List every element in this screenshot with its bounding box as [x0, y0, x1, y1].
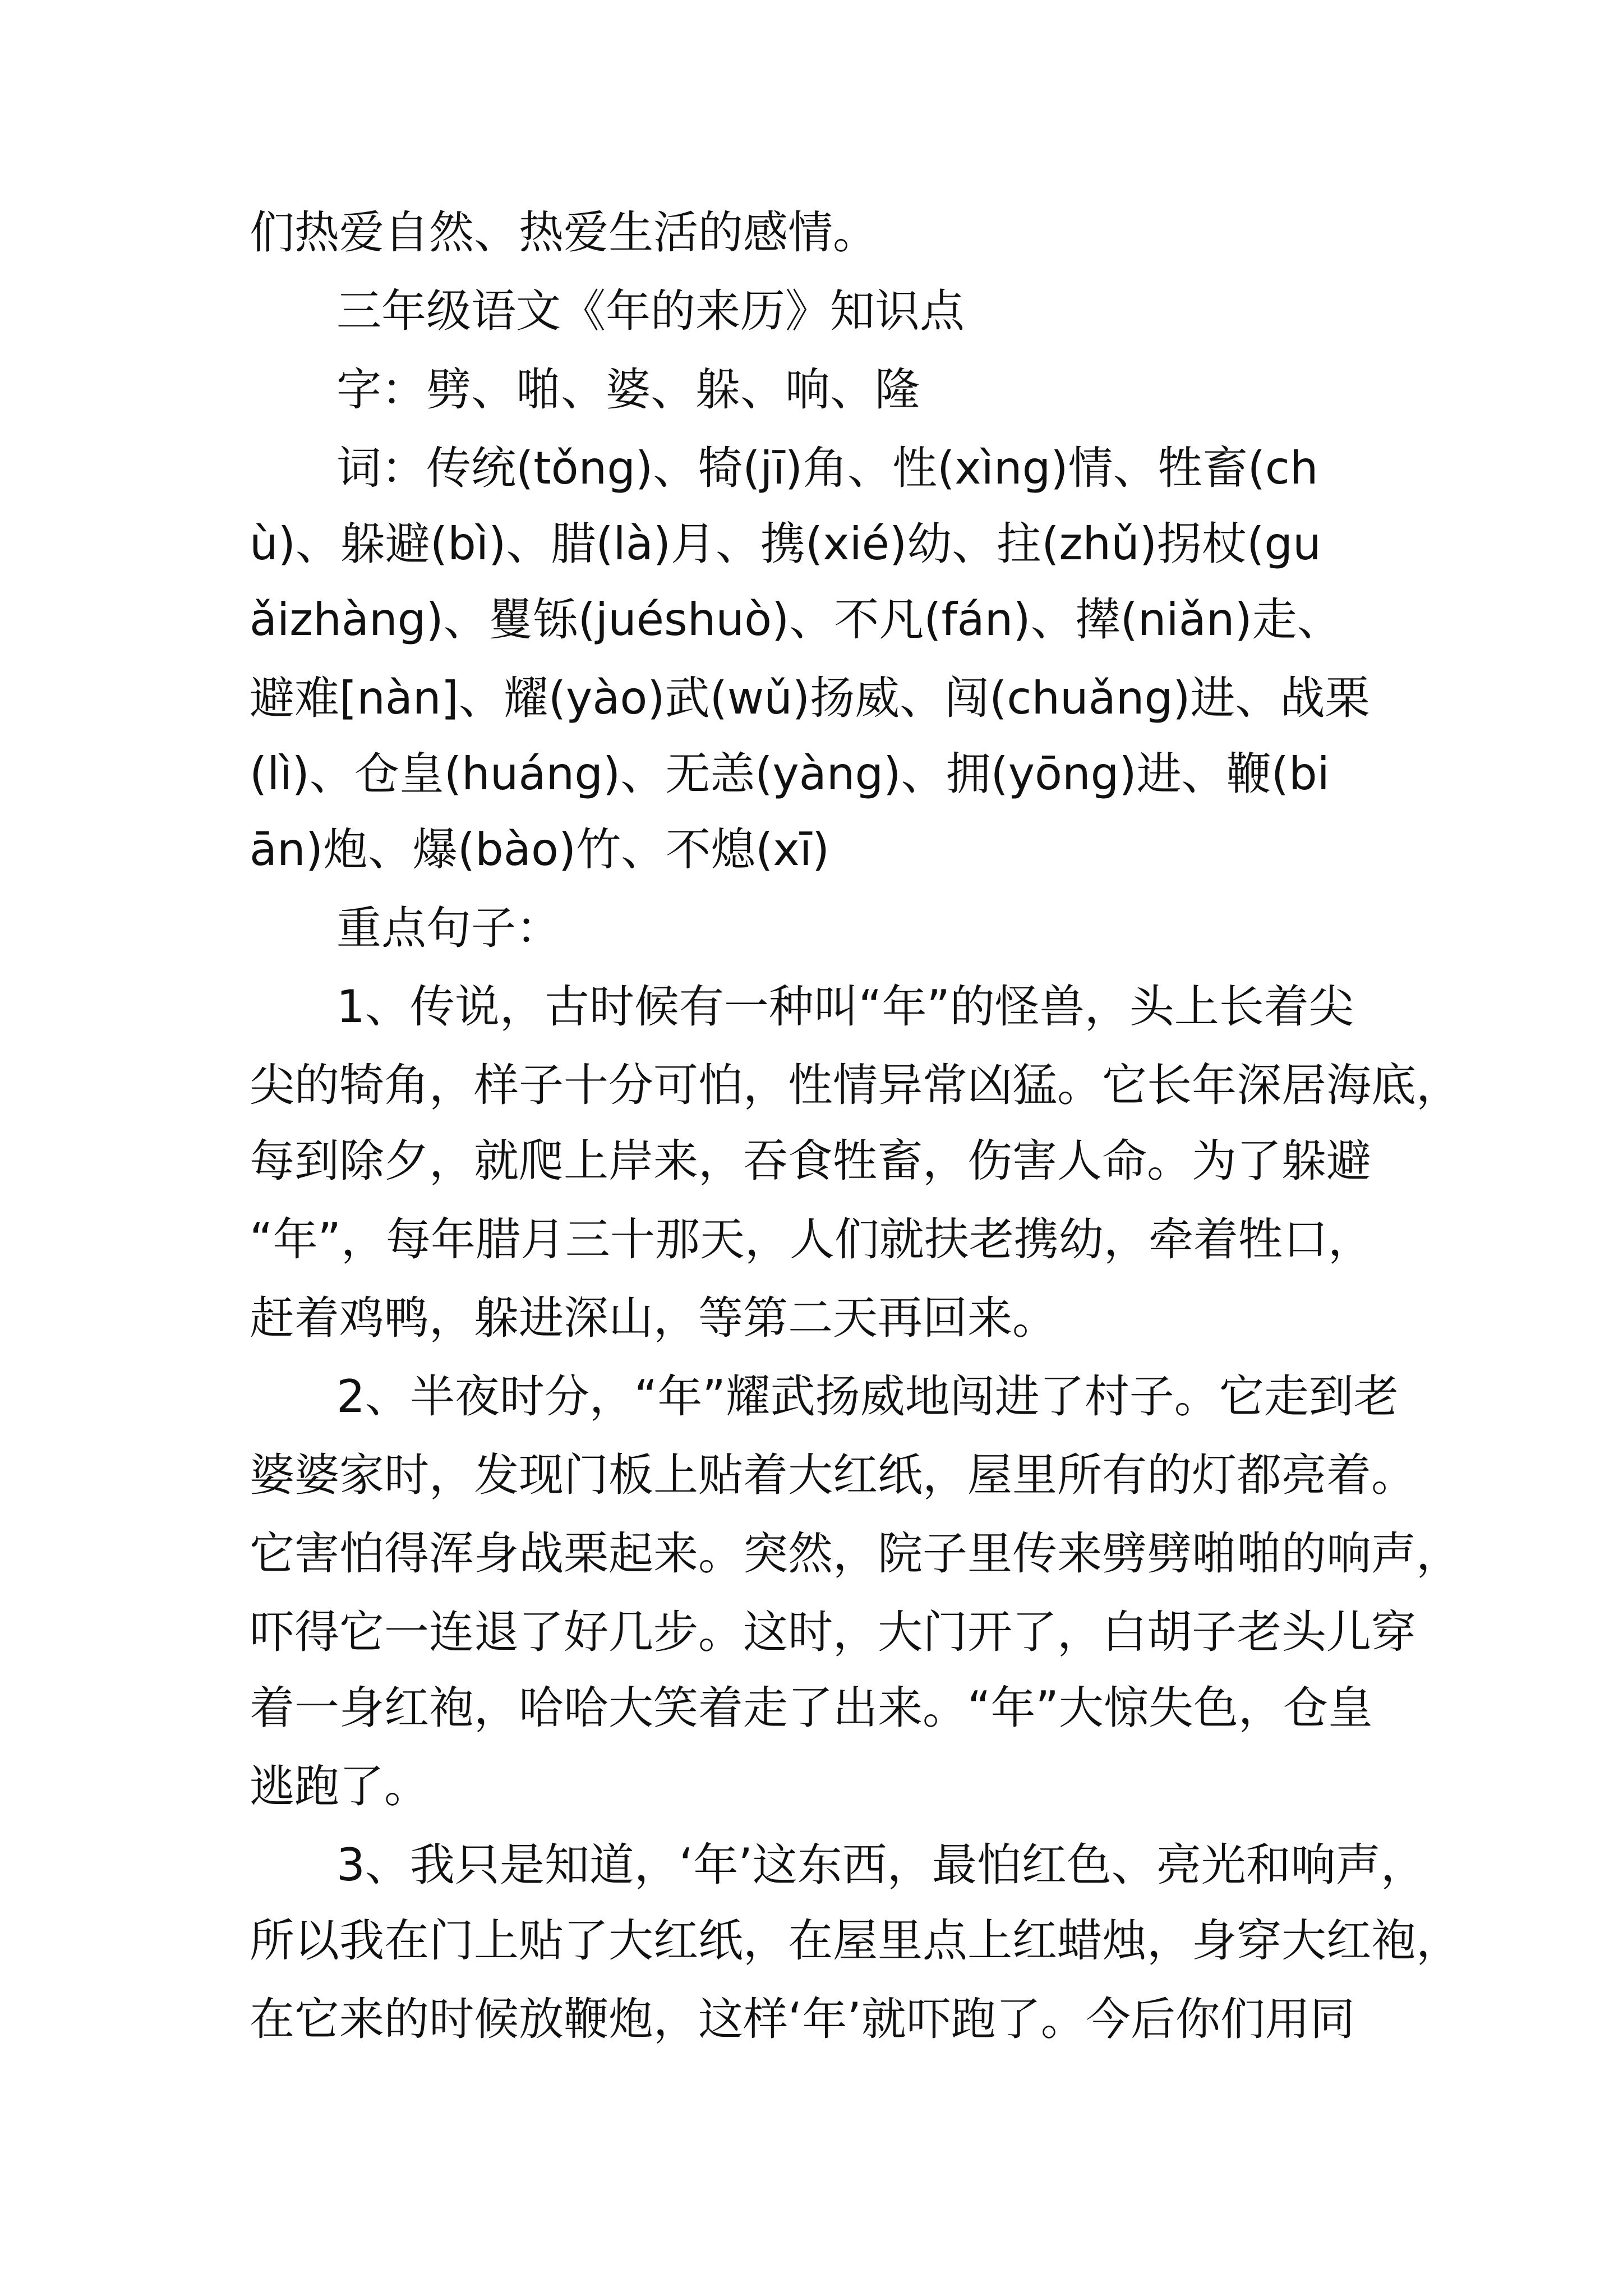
text-line: ù)、躲避(bì)、腊(là)月、携(xié)幼、拄(zhǔ)拐杖(gu	[250, 518, 1321, 570]
text-line: (lì)、仓皇(huáng)、无恙(yàng)、拥(yōng)进、鞭(bi	[250, 748, 1330, 800]
text-line: 避难[nàn]、耀(yào)武(wǔ)扬威、闯(chuǎng)进、战栗	[250, 672, 1370, 724]
text-line: 在它来的时候放鞭炮，这样‘年’就吓跑了。今后你们用同	[250, 1993, 1355, 2045]
text-line: 3、我只是知道，‘年’这东西，最怕红色、亮光和响声，	[336, 1839, 1426, 1891]
text-line: 它害怕得浑身战栗起来。突然，院子里传来劈劈啪啪的响声，	[250, 1527, 1461, 1580]
text-line: 着一身红袍，哈哈大笑着走了出来。“年”大惊失色，仓皇	[250, 1682, 1373, 1734]
text-line: 词：传统(tǒng)、犄(jī)角、性(xìng)情、牲畜(ch	[336, 442, 1318, 494]
text-line: 所以我在门上贴了大红纸，在屋里点上红蜡烛，身穿大红袍，	[250, 1915, 1461, 1967]
text-line: 字：劈、啪、婆、躲、响、隆	[336, 364, 920, 416]
text-line: 吓得它一连退了好几步。这时，大门开了，白胡子老头儿穿	[250, 1606, 1416, 1658]
text-line: 逃跑了。	[250, 1760, 429, 1812]
subheading: 重点句子：	[336, 902, 561, 954]
text-line: “年”，每年腊月三十那天，人们就扶老携幼，牵着牲口，	[250, 1213, 1373, 1266]
text-line: 们热爱自然、热爱生活的感情。	[250, 206, 878, 259]
text-line: 1、传说，古时候有一种叫“年”的怪兽，头上长着尖	[336, 981, 1354, 1033]
text-line: 2、半夜时分，“年”耀武扬威地闯进了村子。它走到老	[336, 1370, 1399, 1423]
text-line: 尖的犄角，样子十分可怕，性情异常凶猛。它长年深居海底，	[250, 1059, 1461, 1111]
text-line: 赶着鸡鸭，躲进深山，等第二天再回来。	[250, 1292, 1057, 1344]
text-line: 婆婆家时，发现门板上贴着大红纸，屋里所有的灯都亮着。	[250, 1449, 1416, 1501]
text-line: ān)炮、爆(bào)竹、不熄(xī)	[250, 823, 830, 876]
section-heading: 三年级语文《年的来历》知识点	[336, 285, 965, 337]
text-line: ǎizhàng)、矍铄(juéshuò)、不凡(fán)、撵(niǎn)走、	[250, 593, 1342, 646]
text-line: 每到除夕，就爬上岸来，吞食牲畜，伤害人命。为了躲避	[250, 1135, 1371, 1187]
